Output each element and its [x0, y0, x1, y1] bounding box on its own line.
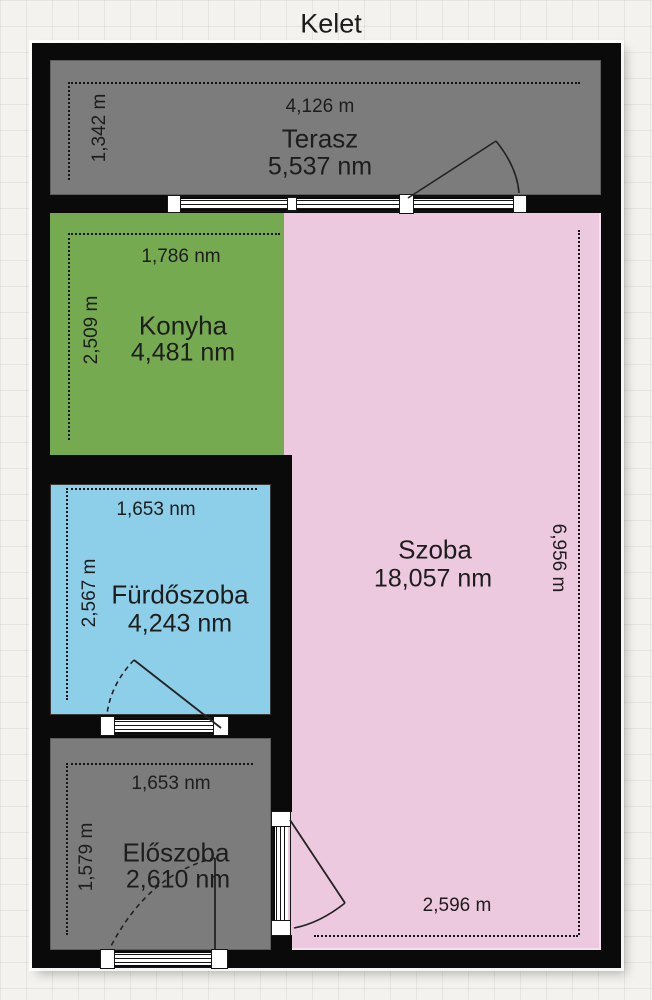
bathroom-door-strip [101, 717, 228, 735]
measure-line-eloszoba-top [66, 763, 253, 765]
wall-kitchen-bottom [32, 455, 292, 484]
measure-line-konyha-left [68, 233, 70, 440]
konyha-dim-side: 2,509 m [81, 295, 102, 365]
furdoszoba-dim-side: 2,567 m [79, 558, 100, 628]
wall-middle-vertical-lower [271, 935, 292, 950]
measure-line-konyha-top [68, 233, 280, 235]
eloszoba-dim-top: 1,653 nm [131, 773, 211, 794]
hall-room-door-hinge [271, 811, 291, 827]
measure-line-szoba-right [578, 230, 580, 935]
eloszoba-dim-side: 1,579 m [76, 822, 97, 892]
szoba-dim-bottom: 2,596 m [422, 895, 492, 916]
terasz-area: 5,537 nm [267, 152, 373, 181]
furdoszoba-name: Fürdőszoba [111, 579, 249, 610]
furdoszoba-area: 4,243 nm [127, 609, 233, 638]
terasz-dim-side: 1,342 m [89, 93, 110, 163]
szoba-name: Szoba [398, 534, 472, 565]
measure-line-furdo-top [66, 488, 257, 490]
entry-door-hinge [211, 949, 228, 969]
hall-room-door-strip [272, 826, 291, 921]
measure-line-szoba-bottom [314, 935, 578, 937]
window-divider-post [287, 197, 297, 211]
window-endcap-left [167, 195, 181, 213]
szoba-area: 18,057 nm [373, 564, 493, 593]
furdoszoba-dim-top: 1,653 nm [116, 499, 196, 520]
hall-room-door-cap [271, 920, 291, 936]
bathroom-door-hinge [213, 716, 229, 736]
konyha-name: Konyha [138, 310, 228, 341]
konyha-dim-top: 1,786 nm [141, 246, 221, 267]
konyha-area: 4,481 nm [130, 338, 236, 367]
szoba-dim-side: 6,956 m [548, 523, 569, 593]
measure-line-eloszoba-left [66, 763, 68, 935]
wall-middle-vertical [271, 484, 292, 812]
terasz-name: Terasz [281, 123, 359, 154]
terrace-door-hinge-post [399, 194, 414, 214]
terasz-dim-top: 4,126 m [285, 96, 355, 117]
entry-door-strip [101, 950, 228, 968]
eloszoba-name: Előszoba [122, 837, 230, 868]
measure-line-terasz-left [68, 82, 70, 180]
bathroom-door-cap-left [100, 716, 115, 736]
orientation-title: Kelet [300, 8, 362, 39]
window-endcap-right [513, 195, 527, 213]
entry-door-cap-left [100, 949, 115, 969]
terrace-window-strip [168, 196, 527, 212]
measure-line-furdo-left [66, 488, 68, 700]
eloszoba-area: 2,610 nm [125, 865, 231, 894]
measure-line-terasz-top [68, 82, 580, 84]
